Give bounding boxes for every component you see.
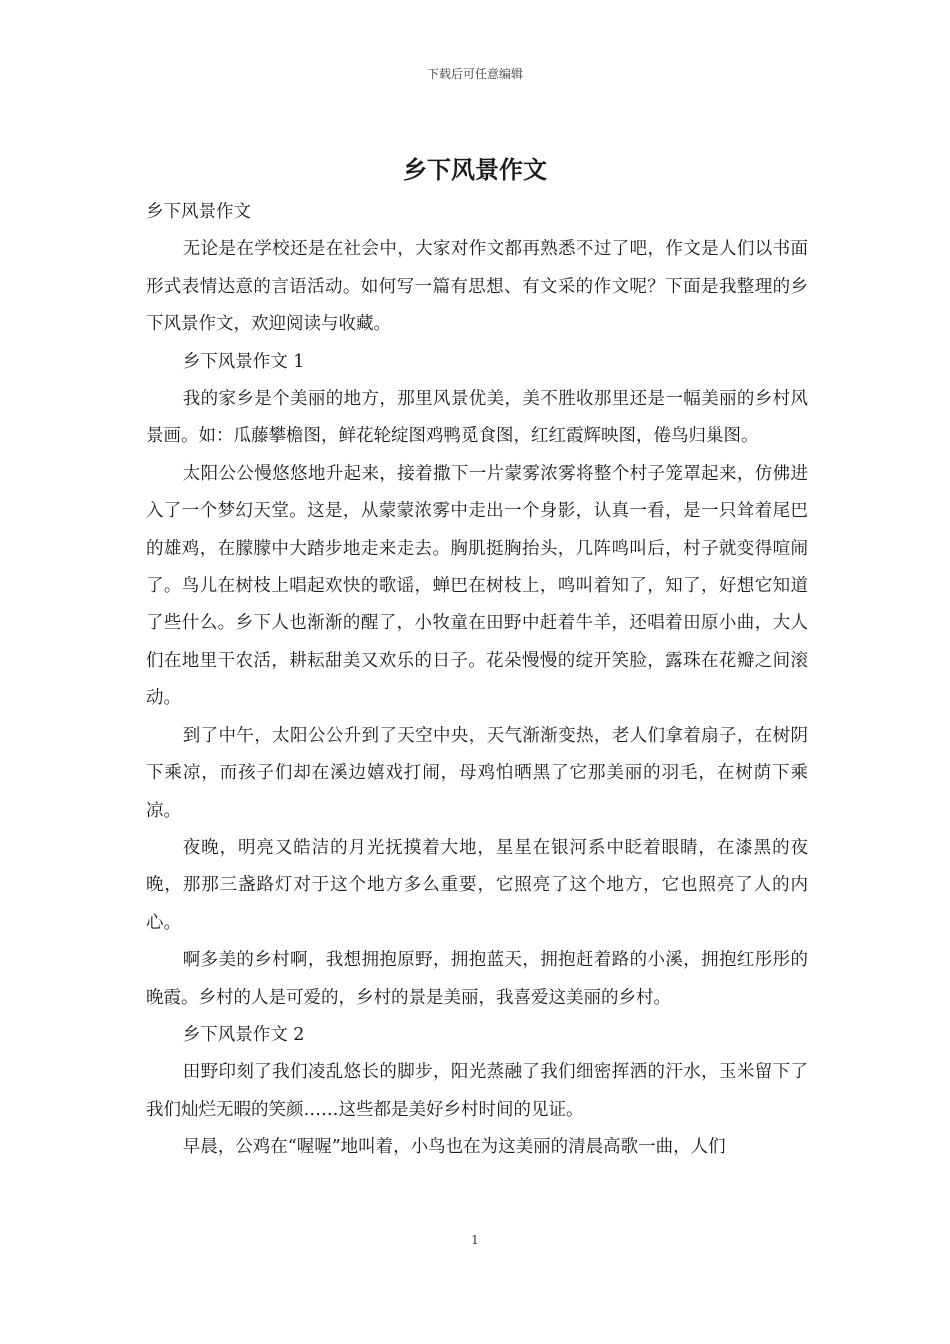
paragraph: 啊多美的乡村啊，我想拥抱原野，拥抱蓝天，拥抱赶着路的小溪，拥抱红彤彤的晚霞。乡村的人是可爱的，乡村的景是美丽，我喜爱这美丽的乡村。 [146, 950, 808, 1008]
paragraph: 早晨，公鸡在“喔喔”地叫着，小鸟也在为这美丽的清晨高歌一曲，人们 [182, 1137, 726, 1158]
paragraph: 田野印刻了我们凌乱悠长的脚步，阳光蒸融了我们细密挥洒的汗水，玉米留下了我们灿烂无暇的笑颜……这些都是美好乡村时间的见证。 [146, 1062, 808, 1120]
document-title: 乡下风景作文 [403, 155, 547, 184]
header-note: 下载后可任意编辑 [426, 67, 523, 81]
paragraph: 我的家乡是个美丽的地方，那里风景优美，美不胜收那里还是一幅美丽的乡村风景画。如：瓜藤攀檐图，鲜花轮绽图鸡鸭觅食图，红红霞辉映图，倦鸟归巢图。 [146, 389, 808, 447]
paragraph-subtitle: 乡下风景作文 [146, 202, 251, 222]
paragraph: 夜晚，明亮又皓洁的月光抚摸着大地，星星在银河系中眨着眼睛，在漆黑的夜晚，那那三盏路灯对于这个地方多么重要，它照亮了这个地方，它也照亮了人的内心。 [146, 837, 808, 933]
paragraph: 到了中午，太阳公公升到了天空中央，天气渐渐变热，老人们拿着扇子，在树阴下乘凉，而孩子们却在溪边嬉戏打闹，母鸡怕晒黑了它那美丽的羽毛，在树荫下乘凉。 [146, 725, 808, 821]
paragraph-intro: 无论是在学校还是在社会中，大家对作文都再熟悉不过了吧，作文是人们以书面形式表情达意的言语活动。如何写一篇有思想、有文采的作文呢？下面是我整理的乡下风景作文，欢迎阅读与收藏。 [146, 239, 808, 335]
page-number: 1 [471, 1233, 479, 1247]
paragraph: 太阳公公慢悠悠地升起来，接着撒下一片蒙雾浓雾将整个村子笼罩起来，仿佛进入了一个梦幻天堂。这是，从蒙蒙浓雾中走出一个身影，认真一看，是一只耸着尾巴的雄鸡，在朦朦中大踏步地走来走去。胸肌挺胸抬头，几阵鸣叫后，村子就变得喧闹了。鸟儿在树枝上唱起欢快的歌谣，蝉巴在树枝上，鸣叫着知了，知了，好想它知道了些什么。乡下人也渐渐的醒了，小牧童在田野中赶着牛羊，还唱着田原小曲，大人们在地里干农活，耕耘甜美又欢乐的日子。花朵慢慢的绽开笑脸，露珠在花瓣之间滚动。 [146, 463, 808, 709]
section-heading-1: 乡下风景作文 1 [182, 351, 305, 372]
section-heading-2: 乡下风景作文 2 [182, 1024, 305, 1045]
document-body [146, 194, 808, 1167]
